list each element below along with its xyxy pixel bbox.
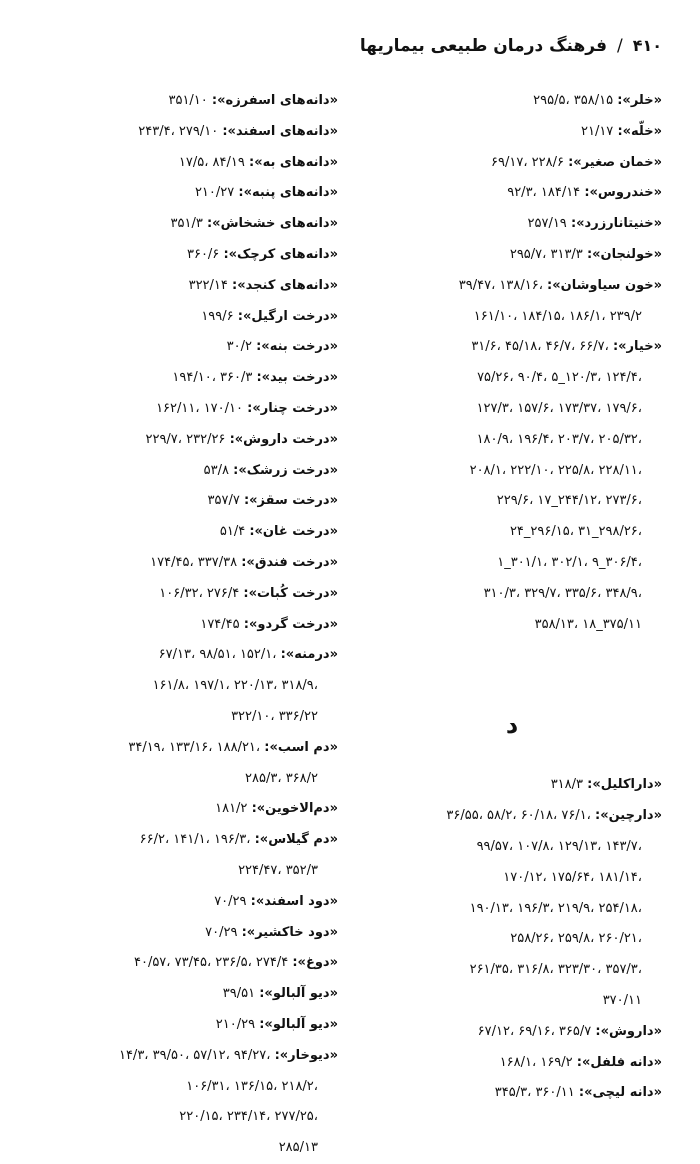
entry-references: ۲۳۲/۲۶ ،۲۲۹/۷ <box>145 431 226 447</box>
entry-term: «درخت ارگیل»: <box>237 308 338 324</box>
entry-references: ۳۱۸/۳ <box>550 777 584 793</box>
entry-line <box>362 770 662 801</box>
index-entry <box>38 425 338 456</box>
entry-line <box>362 178 662 209</box>
entry-references: ،۷۶/۱ ،۶۰/۱۸ ،۵۸/۲ ،۳۶/۵۵ <box>446 808 591 824</box>
index-entry <box>38 302 338 333</box>
right-column <box>362 86 662 1109</box>
entry-term: «دم گیلاس»: <box>254 832 338 848</box>
entry-references: ،۳۵۷/۳ ،۳۲۳/۳۰ ،۳۱۶/۸ ،۲۶۱/۳۵ <box>469 962 642 978</box>
entry-line <box>362 86 662 117</box>
entry-term: «دوغ»: <box>292 955 338 971</box>
entry-term: «دانه‌های کنجد»: <box>232 277 338 293</box>
entry-line <box>362 148 662 179</box>
left-entries <box>38 86 338 1164</box>
index-entry <box>38 178 338 209</box>
entry-line <box>38 178 338 209</box>
entry-term: «درخت فندق»: <box>241 554 338 570</box>
entry-line <box>38 1072 338 1103</box>
entry-line <box>38 825 338 856</box>
entry-term: «خندروس»: <box>584 185 662 201</box>
entry-term: «دود اسفند»: <box>250 893 338 909</box>
entry-line <box>362 271 662 302</box>
entry-references: ۲۸۵/۱۳ <box>278 1140 318 1156</box>
entry-term: «دم‌الاخوین»: <box>251 801 338 817</box>
index-entry <box>38 733 338 795</box>
index-entry <box>38 1010 338 1041</box>
entry-references: ۳۶۰/۶ <box>186 246 220 262</box>
index-entry <box>362 240 662 271</box>
left-column <box>38 86 338 1164</box>
entry-line <box>362 548 662 579</box>
entry-term: «درخت داروش»: <box>229 431 338 447</box>
entry-term: «درخت کُبات»: <box>243 585 338 601</box>
entry-term: «خمان صغیر»: <box>568 154 662 170</box>
entry-line <box>362 1078 662 1109</box>
entry-line <box>362 363 662 394</box>
entry-references: ،۳۴۸/۹ ،۳۳۵/۶ ،۳۲۹/۷ ،۳۱۰/۳ <box>483 585 642 601</box>
entry-term: «دانه‌های اسفرزه»: <box>211 93 338 108</box>
entry-term: «داراکلیل»: <box>587 777 662 793</box>
index-entry <box>362 209 662 240</box>
entry-line <box>38 702 338 733</box>
entry-line <box>362 801 662 832</box>
entry-term: «درخت سقز»: <box>243 493 338 509</box>
index-entry <box>38 456 338 487</box>
entry-line <box>38 1133 338 1164</box>
entry-term: «خون سیاوشان»: <box>547 277 662 293</box>
index-entry <box>362 770 662 801</box>
entry-references: ۳۲۲/۱۴ <box>188 277 228 293</box>
entry-line <box>362 117 662 148</box>
section-letter: د <box>505 711 519 740</box>
index-entry <box>362 117 662 148</box>
entry-line <box>362 986 662 1017</box>
entry-references: ،۱۵۲/۱ ،۹۸/۵۱ ،۶۷/۱۳ <box>158 647 277 663</box>
entry-term: «خلر»: <box>617 93 662 108</box>
entry-references: ۳۳۶/۲۲ ،۳۲۲/۱۰ <box>231 708 318 724</box>
entry-line <box>362 955 662 986</box>
entry-term: «دیو آلبالو»: <box>259 986 338 1002</box>
entry-references: ۲۲۸/۶ ،۶۹/۱۷ <box>491 154 564 170</box>
entry-term: «دیوخار»: <box>274 1047 338 1063</box>
entry-line <box>38 363 338 394</box>
entry-line <box>38 240 338 271</box>
entry-line <box>38 1102 338 1133</box>
entry-references: ۳۶۵/۷ ،۶۹/۱۶ ،۶۷/۱۲ <box>477 1023 592 1039</box>
entry-references: ۵۱/۴ <box>219 524 246 540</box>
entry-line <box>362 924 662 955</box>
entry-references: ،۱۷۹/۶ ،۱۷۳/۳۷ ،۱۵۷/۶ ،۱۲۷/۳ <box>476 400 642 416</box>
page-number: ۴۱۰ <box>632 36 662 55</box>
entry-term: «دم اسب»: <box>264 739 338 755</box>
entry-references: ۳۵۸/۱۵ ،۲۹۵/۵ <box>533 93 614 108</box>
entry-term: «درخت بنه»: <box>256 339 338 355</box>
entry-references: ،۲۷۷/۲۵ ،۲۳۴/۱۴ ،۲۲۰/۱۵ <box>179 1109 318 1125</box>
entry-line <box>38 332 338 363</box>
index-entry <box>362 332 662 640</box>
entry-term: «دیو آلبالو»: <box>259 1016 338 1032</box>
entry-references: ،۲۲۸/۱۱ ،۲۲۵/۸ ،۲۲۲/۱۰ ،۲۰۸/۱ <box>469 462 642 478</box>
entry-line <box>362 894 662 925</box>
entry-references: ۳۷۰/۱۱ <box>602 992 642 1008</box>
entry-references: ۲۵۷/۱۹ <box>527 216 567 232</box>
entry-references: ،۲۰۵/۳۲ ،۲۰۳/۷ ،۱۹۶/۴ ،۱۸۰/۹ <box>476 431 642 447</box>
index-entry <box>38 117 338 148</box>
entry-term: «دانه فلفل»: <box>576 1054 662 1070</box>
index-entry <box>38 517 338 548</box>
entry-line <box>38 1041 338 1072</box>
entry-term: «درخت غان»: <box>249 524 338 540</box>
index-entry <box>38 332 338 363</box>
entry-line <box>38 517 338 548</box>
entry-references: ۲۱۰/۲۷ <box>194 185 235 201</box>
entry-line <box>362 332 662 363</box>
index-entry <box>362 86 662 117</box>
entry-line <box>38 425 338 456</box>
index-entry <box>38 486 338 517</box>
entry-line <box>38 486 338 517</box>
entry-references: ۱۸۴/۱۴ ،۹۲/۳ <box>507 185 581 201</box>
entry-term: «دانه لیچی»: <box>578 1085 662 1101</box>
entry-references: ۱۹۹/۶ <box>201 308 234 324</box>
entry-term: «دود خاکشیر»: <box>241 924 338 940</box>
index-entry <box>38 948 338 979</box>
entry-references: ۲۷۹/۱۰ ،۲۴۳/۴ <box>138 123 219 139</box>
entry-term: «خلّه»: <box>617 123 662 139</box>
entry-line <box>38 456 338 487</box>
index-entry <box>38 363 338 394</box>
index-entry <box>38 548 338 579</box>
entry-references: ۳۶۸/۲ ،۲۸۵/۳ <box>245 770 318 786</box>
entry-references: ۲۱۰/۲۹ <box>215 1016 256 1032</box>
entry-line <box>38 764 338 795</box>
entry-references: ،۶۶/۷ ،۴۶/۷ ،۴۵/۱۸ ،۳۱/۶ <box>471 339 609 355</box>
index-entry <box>38 240 338 271</box>
entry-references: ،۳۱۸/۹ ،۲۲۰/۱۳ ،۱۹۷/۱ ،۱۶۱/۸ <box>152 678 318 694</box>
entry-references: ،۲۵۴/۱۸ ،۲۱۹/۹ ،۱۹۶/۳ ،۱۹۰/۱۳ <box>469 900 642 916</box>
entry-term: «دارچین»: <box>595 808 662 824</box>
header-separator: / <box>616 36 623 56</box>
entry-term: «دانه‌های پنبه»: <box>238 185 338 201</box>
entry-references: ۳۵۲/۳ ،۲۲۴/۴۷ <box>238 862 318 878</box>
entry-term: «داروش»: <box>595 1023 662 1039</box>
entry-references: ۲۱/۱۷ <box>580 123 614 139</box>
entry-references: ۱۷۰/۱۰ ،۱۶۲/۱۱ <box>156 400 243 416</box>
entry-line <box>38 887 338 918</box>
entry-references: ۳۹/۵۱ <box>222 986 256 1002</box>
entry-references: ۳۶۰/۱۱ ،۳۴۵/۳ <box>494 1085 575 1101</box>
entry-references: ۵۳/۸ <box>203 462 229 478</box>
entry-line <box>362 486 662 517</box>
entry-references: ،۲۱۸/۲ ،۱۳۶/۱۵ ،۱۰۶/۳۱ <box>186 1078 318 1094</box>
entry-line <box>38 579 338 610</box>
entry-line <box>362 579 662 610</box>
entry-references: ،۲۷۳/۶ ،۲۴۴/۱۲_۱۷ ،۲۲۹/۶ <box>496 493 642 509</box>
right-entries-bottom <box>362 770 662 1109</box>
entry-term: «درخت چنار»: <box>247 400 338 416</box>
entry-term: «دانه‌های اسفند»: <box>222 123 338 139</box>
index-entry <box>38 1041 338 1164</box>
index-entry <box>362 148 662 179</box>
entry-term: «دانه‌های خشخاش»: <box>206 216 338 232</box>
entry-references: ،۳۰۶/۴_۹ ،۳۰۲/۱ ،۳۰۱/۱_۱ <box>497 554 642 570</box>
entry-line <box>362 832 662 863</box>
index-entry <box>38 794 338 825</box>
entry-references: ۳۵۱/۱۰ <box>168 93 208 108</box>
entry-references: ۳۰/۲ <box>226 339 252 355</box>
entry-references: ،۱۹۶/۳ ،۱۴۱/۱ ،۶۶/۲ <box>139 832 251 848</box>
entry-line <box>362 425 662 456</box>
entry-line <box>362 394 662 425</box>
entry-line <box>38 117 338 148</box>
index-entry <box>362 271 662 333</box>
entry-line <box>38 794 338 825</box>
index-entry <box>362 1048 662 1079</box>
index-entry <box>38 640 338 732</box>
index-entry <box>38 148 338 179</box>
entry-references: ۷۰/۲۹ <box>205 924 238 940</box>
entry-term: «خولنجان»: <box>586 246 662 262</box>
page-header <box>38 36 662 56</box>
entry-references: ۲۳۹/۲ ،۱۸۶/۱ ،۱۸۴/۱۵ ،۱۶۱/۱۰ <box>473 308 642 324</box>
entry-references: ۱۸۱/۲ <box>215 801 248 817</box>
entry-line <box>362 456 662 487</box>
entry-line <box>38 394 338 425</box>
entry-line <box>38 1010 338 1041</box>
entry-references: ،۲۹۸/۲۶_۳۱ ،۲۹۶/۱۵_۲۴ <box>509 524 642 540</box>
index-entry <box>38 209 338 240</box>
entry-term: «خیار»: <box>612 339 662 355</box>
entry-references: ،۱۸۱/۱۴ ،۱۷۵/۶۴ ،۱۷۰/۱۲ <box>503 869 642 885</box>
entry-references: ۲۷۶/۴ ،۱۰۶/۳۲ <box>159 585 240 601</box>
index-entry <box>362 801 662 1017</box>
entry-references: ،۲۶۰/۲۱ ،۲۵۹/۸ ،۲۵۸/۲۶ <box>510 931 642 947</box>
index-entry <box>38 918 338 949</box>
entry-line <box>362 240 662 271</box>
entry-term: «درمنه»: <box>280 647 338 663</box>
entry-line <box>38 733 338 764</box>
entry-line <box>38 979 338 1010</box>
entry-line <box>362 517 662 548</box>
entry-references: ۳۶۰/۳ ،۱۹۴/۱۰ <box>172 370 253 386</box>
entry-references: ۷۰/۲۹ <box>214 893 247 909</box>
entry-line <box>38 86 338 117</box>
entry-line <box>362 863 662 894</box>
entry-references: ،۹۴/۲۷ ،۵۷/۱۲ ،۳۹/۵۰ ،۱۴/۳ <box>118 1047 271 1063</box>
entry-references: ،۱۸۸/۲۱ ،۱۳۳/۱۶ ،۳۴/۱۹ <box>128 739 261 755</box>
entry-references: ،۱۴۳/۷ ،۱۲۹/۱۳ ،۱۰۷/۸ ،۹۹/۵۷ <box>476 838 642 854</box>
entry-references: ۱۶۹/۲ ،۱۶۸/۱ <box>499 1054 573 1070</box>
index-entry <box>38 394 338 425</box>
entry-references: ،۱۳۸/۱۶ ،۳۹/۴۷ <box>458 277 543 293</box>
book-title: فرهنگ درمان طبیعی بیماریها <box>359 36 607 56</box>
index-entry <box>362 1017 662 1048</box>
entry-references: ۳۱۳/۳ ،۲۹۵/۷ <box>509 246 583 262</box>
entry-line <box>38 548 338 579</box>
entry-term: «درخت گردو»: <box>243 616 338 632</box>
entry-references: ۲۷۴/۴ ،۲۳۶/۵ ،۷۳/۴۵ ،۴۰/۵۷ <box>133 955 289 971</box>
index-entry <box>38 610 338 641</box>
entry-line <box>38 948 338 979</box>
entry-references: ۱۷۴/۴۵ <box>200 616 240 632</box>
entry-line <box>38 209 338 240</box>
entry-line <box>38 918 338 949</box>
entry-references: ۳۷۵/۱۱_۱۸ ،۳۵۸/۱۳ <box>534 616 642 632</box>
index-entry <box>38 86 338 117</box>
entry-references: ۳۵۱/۳ <box>170 216 203 232</box>
entry-term: «خنیتانارزرد»: <box>570 216 662 232</box>
entry-line <box>38 302 338 333</box>
entry-term: «دانه‌های به»: <box>249 154 338 170</box>
entry-references: ۳۵۷/۷ <box>207 493 240 509</box>
right-entries-top <box>362 86 662 640</box>
index-entry <box>38 579 338 610</box>
index-entry <box>38 887 338 918</box>
entry-line <box>38 610 338 641</box>
index-entry <box>38 825 338 887</box>
entry-references: ،۱۲۴/۴ ،۱۲۰/۳_۵ ،۹۰/۴ ،۷۵/۲۶ <box>477 370 642 386</box>
entry-line <box>362 209 662 240</box>
entry-line <box>38 148 338 179</box>
entry-line <box>38 271 338 302</box>
entry-line <box>38 640 338 671</box>
entry-line <box>362 302 662 333</box>
entry-references: ۳۳۷/۳۸ ،۱۷۴/۴۵ <box>150 554 238 570</box>
entry-line <box>38 671 338 702</box>
index-entry <box>362 178 662 209</box>
entry-term: «دانه‌های کرچک»: <box>223 246 338 262</box>
entry-line <box>362 610 662 641</box>
index-entry <box>38 271 338 302</box>
index-entry <box>38 979 338 1010</box>
index-entry <box>362 1078 662 1109</box>
entry-term: «درخت زرشک»: <box>233 462 338 478</box>
entry-line <box>38 856 338 887</box>
entry-term: «درخت بید»: <box>256 370 338 386</box>
entry-line <box>362 1017 662 1048</box>
entry-line <box>362 1048 662 1079</box>
entry-references: ۸۴/۱۹ ،۱۷/۵ <box>178 154 245 170</box>
